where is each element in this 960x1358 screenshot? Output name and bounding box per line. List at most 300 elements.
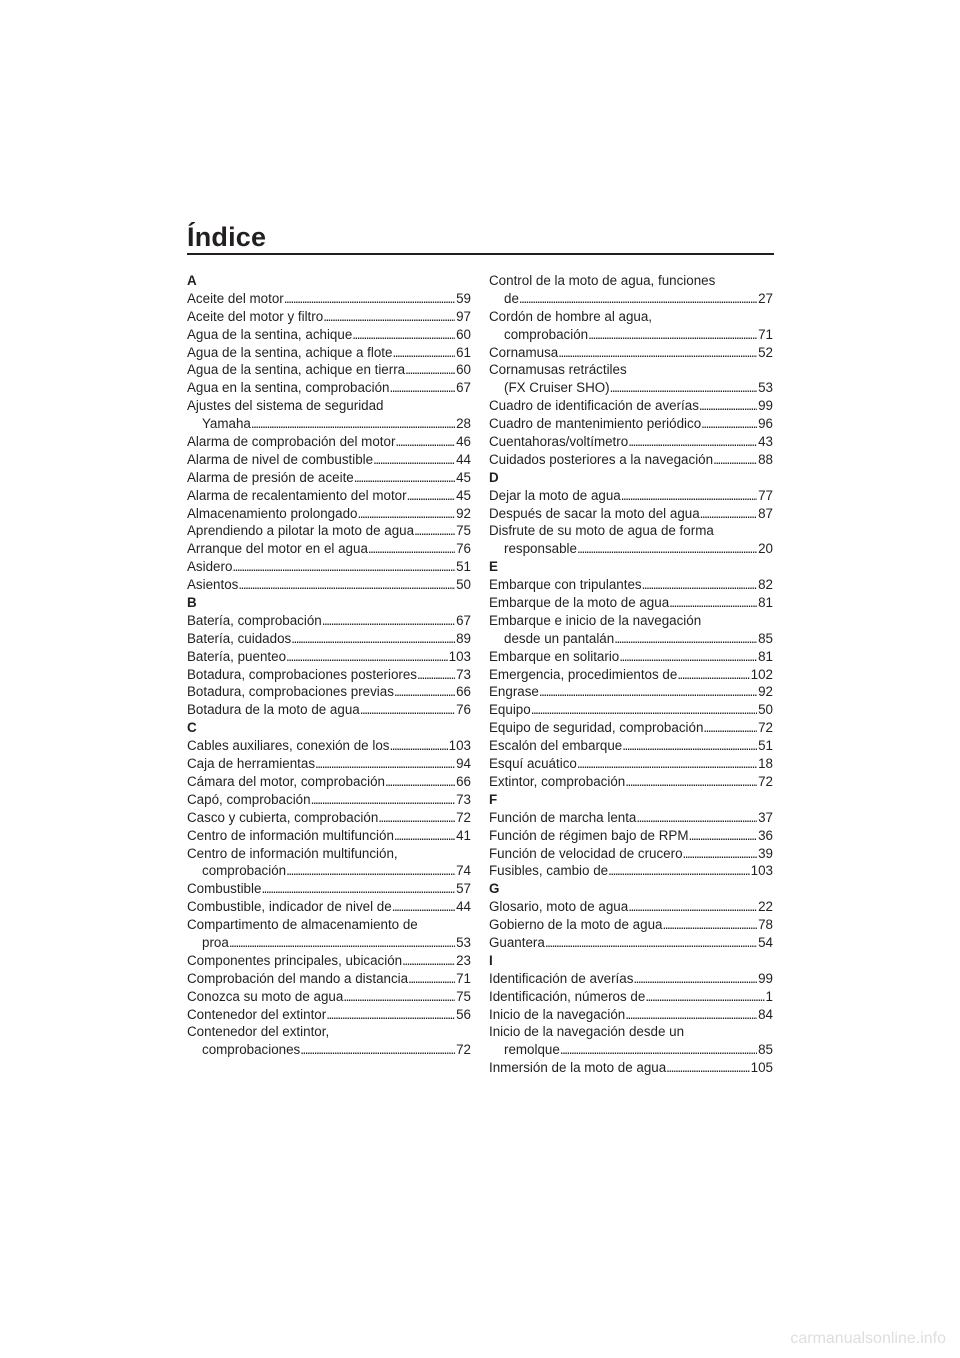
index-entry [187,666,471,684]
index-entry-label: Agua de la sentina, achique [187,326,353,342]
index-entry-page: 18 [758,756,773,772]
section-letter: G [489,881,500,897]
index-entry-page: 84 [758,1006,773,1022]
index-entry-label: Centro de información multifunción [187,827,394,843]
index-entry [187,791,471,809]
dot-leader [703,719,757,737]
index-entry-page: 75 [456,988,471,1004]
index-entry-label: Aceite del motor [187,290,284,306]
index-entry-label: Alarma de nivel de combustible [187,451,374,467]
index-entry [187,737,471,755]
index-entry-page: 82 [758,577,773,593]
index-entry [489,433,773,451]
index-entry-label: Embarque con tripulantes [489,577,642,593]
dot-leader [545,934,757,952]
index-entry [187,290,471,308]
dot-leader [625,1006,757,1024]
dot-leader [368,540,455,558]
index-entry-page: 76 [456,541,471,557]
dot-leader [642,576,758,594]
dot-leader [326,1006,455,1024]
dot-leader [315,755,455,773]
dot-leader [402,952,455,970]
dot-leader [645,988,764,1006]
index-entry [489,737,773,755]
index-entry-label: Batería, puenteo [187,648,287,664]
dot-leader [683,845,758,863]
index-entry [489,1041,773,1059]
dot-leader [669,594,757,612]
index-entry-page: 57 [456,881,471,897]
index-entry-page: 67 [456,380,471,396]
index-entry-page: 54 [758,934,773,950]
index-entry-page: 105 [750,1060,773,1076]
index-entry-label: Identificación de averías [489,970,634,986]
index-entry-page: 73 [456,791,471,807]
index-entry-label: Asientos [187,577,239,593]
dot-leader [699,397,757,415]
page-title: Índice [187,222,267,252]
index-entry-label: Esquí acuático [489,756,577,772]
index-entry-label: Componentes principales, ubicación [187,952,403,968]
index-entry-label: Guantera [489,934,545,950]
index-entry-label: responsable [504,541,577,557]
index-entry-page: 87 [758,505,773,521]
index-entry-label: Aceite del motor y filtro [187,308,324,324]
index-entry [187,576,471,594]
index-entry [489,970,773,988]
index-entry-page: 1 [765,988,773,1004]
dot-leader [343,988,455,1006]
index-entry-page: 74 [456,863,471,879]
index-entry-label: Cuadro de identificación de averías [489,398,699,414]
dot-leader [636,809,757,827]
index-entry [187,898,471,916]
section-letter: F [489,791,498,807]
index-entry [187,1041,471,1059]
index-entry [187,505,471,523]
index-entry-page: 53 [456,934,471,950]
index-entry-label: Botadura, comprobaciones posteriores [187,666,418,682]
index-entry-label: Alarma de recalentamiento del motor [187,487,407,503]
index-entry-label: Cornamusa [489,344,559,360]
index-entry-label: Botadura, comprobaciones previas [187,684,394,700]
index-entry-first-line: Cordón de hombre al agua, [489,308,653,324]
index-entry [489,415,773,433]
dot-leader [619,648,757,666]
dot-leader [392,898,455,916]
index-entry [489,755,773,773]
index-entry [489,701,773,719]
dot-leader [229,934,455,952]
index-entry-first-line: Contenedor del extintor, [187,1024,330,1040]
index-entry-page: 76 [456,702,471,718]
index-entry [187,469,471,487]
dot-leader [666,1059,749,1077]
dot-leader [558,344,757,362]
index-entry-page: 50 [758,702,773,718]
index-entry-page: 85 [758,1042,773,1058]
index-entry-page: 85 [758,630,773,646]
dot-leader [662,916,757,934]
index-entry-page: 97 [456,308,471,324]
index-entry [187,880,471,898]
index-entry-label: Embarque en solitario [489,648,620,664]
index-entry-label: Función de régimen bajo de RPM [489,827,689,843]
index-entry-label: Fusibles, cambio de [489,863,609,879]
index-entry-label: Inmersión de la moto de agua [489,1060,667,1076]
index-entry-page: 72 [758,773,773,789]
index-entry-page: 22 [758,899,773,915]
index-entry-page: 89 [456,630,471,646]
index-entry-label: Combustible [187,881,262,897]
index-entry-page: 44 [456,899,471,915]
index-entry [489,326,773,344]
index-entry-page: 43 [758,434,773,450]
dot-leader [560,1041,757,1059]
index-entry [187,487,471,505]
index-column-right [489,272,773,1077]
index-entry-page: 51 [456,559,471,575]
section-letter: I [489,952,493,968]
dot-leader [531,701,757,719]
dot-leader [352,326,455,344]
index-entry-first-line: Disfrute de su moto de agua de forma [489,523,714,539]
dot-leader [286,648,448,666]
index-entry-label: Batería, cuidados [187,630,292,646]
index-entry-label: comprobación [504,326,589,342]
index-entry-label: Batería, comprobación [187,612,322,628]
section-letter: D [489,469,499,485]
index-entry-label: Embarque de la moto de agua [489,595,670,611]
index-entry [489,1006,773,1024]
index-entry-page: 60 [456,362,471,378]
dot-leader [373,451,455,469]
index-entry-label: Inicio de la navegación [489,1006,626,1022]
index-entry [187,827,471,845]
index-entry [187,970,471,988]
index-entry [489,845,773,863]
index-entry-label: Casco y cubierta, comprobación [187,809,379,825]
index-entry [187,326,471,344]
index-entry-label: Combustible, indicador de nivel de [187,899,392,915]
dot-leader [628,898,757,916]
index-entry [187,630,471,648]
index-entry-page: 75 [456,523,471,539]
index-entry [187,379,471,397]
section-letter: A [187,273,197,288]
index-entry-page: 67 [456,612,471,628]
index-entry-label: Aprendiendo a pilotar la moto de agua [187,523,415,539]
index-entry-label: Comprobación del mando a distancia [187,970,409,986]
dot-leader [354,469,455,487]
index-entry-page: 73 [456,666,471,682]
dot-leader [389,379,455,397]
index-entry-label: Engrase [489,684,539,700]
index-entry-page: 78 [758,917,773,933]
index-entry-label: Almacenamiento prolongado [187,505,358,521]
index-entry [489,290,773,308]
index-entry-label: Cámara del motor, comprobación [187,773,385,789]
dot-leader [251,415,455,433]
index-entry [489,397,773,415]
dot-leader [577,755,757,773]
index-entry-first-line: Centro de información multifunción, [187,845,398,861]
index-entry [489,487,773,505]
index-entry-first-line: Ajustes del sistema de seguridad [187,398,384,414]
dot-leader [291,630,455,648]
index-entry-label: Agua de la sentina, achique a flote [187,344,393,360]
index-entry-page: 71 [758,326,773,342]
dot-leader [417,666,455,684]
index-entry-label: (FX Cruiser SHO) [504,380,610,396]
dot-leader [407,487,456,505]
dot-leader [588,326,757,344]
index-entry [187,308,471,326]
index-entry [489,827,773,845]
index-entry [489,576,773,594]
section-letter: B [187,595,197,611]
index-entry [489,1059,773,1077]
index-entry-first-line: Cornamusas retráctiles [489,362,627,378]
index-entry-page: 99 [758,970,773,986]
index-entry-page: 39 [758,845,773,861]
dot-leader [622,737,757,755]
dot-leader [238,576,455,594]
index-entry-label: Función de velocidad de crucero [489,845,683,861]
index-entry-page: 103 [750,863,773,879]
index-entry-label: proa [202,934,229,950]
index-entry-page: 56 [456,1006,471,1022]
index-entry-page: 23 [456,952,471,968]
index-entry-label: comprobaciones [202,1042,301,1058]
dot-leader [300,1041,455,1059]
section-letter: E [489,559,498,575]
dot-leader [322,612,455,630]
dot-leader [395,433,455,451]
index-entry-first-line: Embarque e inicio de la navegación [489,612,702,628]
index-entry [187,701,471,719]
index-entry-page: 72 [456,1042,471,1058]
index-entry-page: 45 [456,487,471,503]
index-entry-page: 28 [456,416,471,432]
dot-leader [625,773,757,791]
dot-leader [311,791,456,809]
index-entry-label: Cables auxiliares, conexión de los [187,738,390,754]
index-entry-page: 46 [456,434,471,450]
index-entry-label: Arranque del motor en el agua [187,541,368,557]
watermark-text: carmanualsonline.info [790,1330,946,1347]
dot-leader [378,809,455,827]
dot-leader [633,970,757,988]
index-entry-label: Botadura de la moto de agua [187,702,360,718]
index-entry-page: 44 [456,451,471,467]
index-entry-page: 53 [758,380,773,396]
index-entry [187,755,471,773]
index-entry-label: Equipo de seguridad, comprobación [489,720,704,736]
index-entry-label: Equipo [489,702,531,718]
index-entry [187,361,471,379]
index-entry [187,451,471,469]
index-entry-page: 72 [456,809,471,825]
index-entry [489,648,773,666]
index-entry-label: Dejar la moto de agua [489,487,621,503]
index-entry [187,648,471,666]
index-entry [187,862,471,880]
index-entry-page: 96 [758,416,773,432]
index-entry [489,379,773,397]
title-divider [187,253,774,255]
index-entry-label: Asidero [187,559,233,575]
dot-leader [677,666,749,684]
index-entry-label: Glosario, moto de agua [489,899,629,915]
dot-leader [261,880,455,898]
index-entry-label: Alarma de comprobación del motor [187,434,396,450]
index-column-left [187,272,471,1059]
dot-leader [284,290,455,308]
index-entry-label: Cuidados posteriores a la navegación [489,451,714,467]
index-entry [187,1006,471,1024]
index-entry-label: Agua en la sentina, comprobación [187,380,390,396]
index-entry-page: 52 [758,344,773,360]
index-entry [489,988,773,1006]
index-entry [489,934,773,952]
index-entry [489,594,773,612]
dot-leader [385,773,455,791]
index-entry-page: 72 [758,720,773,736]
dot-leader [405,361,455,379]
index-entry-label: Alarma de presión de aceite [187,469,354,485]
index-entry [489,862,773,880]
index-entry [187,988,471,1006]
index-entry-page: 77 [758,487,773,503]
index-entry [489,630,773,648]
dot-leader [414,522,455,540]
index-entry-first-line: Control de la moto de agua, funciones [489,273,716,288]
index-entry [489,809,773,827]
index-entry-page: 27 [758,290,773,306]
dot-leader [323,308,455,326]
index-entry-label: Contenedor del extintor [187,1006,327,1022]
index-entry-page: 60 [456,326,471,342]
index-entry [187,612,471,630]
index-entry-label: Extintor, comprobación [489,773,626,789]
index-entry-page: 99 [758,398,773,414]
index-entry-label: Agua de la sentina, achique en tierra [187,362,406,378]
index-entry-label: Emergencia, procedimientos de [489,666,678,682]
index-entry [187,952,471,970]
index-entry-label: Gobierno de la moto de agua [489,917,663,933]
index-entry [489,451,773,469]
index-entry [187,773,471,791]
dot-leader [360,701,455,719]
index-entry-page: 81 [758,595,773,611]
index-entry-label: Identificación, números de [489,988,646,1004]
index-entry-page: 92 [456,505,471,521]
dot-leader [519,290,757,308]
index-entry-page: 66 [456,684,471,700]
index-entry [489,719,773,737]
dot-leader [392,344,455,362]
index-entry-label: Cuadro de mantenimiento periódico [489,416,702,432]
dot-leader [577,540,757,558]
index-entry [187,415,471,433]
index-entry-page: 88 [758,451,773,467]
index-entry [489,773,773,791]
index-entry-page: 37 [758,809,773,825]
dot-leader [701,415,757,433]
dot-leader [608,862,750,880]
dot-leader [621,487,757,505]
index-entry-page: 61 [456,344,471,360]
index-entry-page: 94 [456,756,471,772]
dot-leader [389,737,447,755]
index-entry [187,540,471,558]
dot-leader [286,862,455,880]
dot-leader [357,505,455,523]
index-entry [489,344,773,362]
index-entry [187,558,471,576]
index-entry-label: Yamaha [202,416,251,432]
dot-leader [713,451,757,469]
dot-leader [394,827,455,845]
dot-leader [688,827,757,845]
index-entry-label: Función de marcha lenta [489,809,637,825]
dot-leader [700,505,757,523]
index-entry [187,522,471,540]
index-entry [187,433,471,451]
dot-leader [628,433,757,451]
index-entry [187,809,471,827]
index-entry-label: Después de sacar la moto del agua [489,505,700,521]
index-entry [489,898,773,916]
dot-leader [232,558,455,576]
index-entry-page: 50 [456,577,471,593]
index-entry-page: 36 [758,827,773,843]
section-letter: C [187,720,197,736]
index-entry-page: 81 [758,648,773,664]
index-entry-page: 20 [758,541,773,557]
index-entry [187,344,471,362]
index-entry-page: 45 [456,469,471,485]
index-entry-page: 103 [448,648,471,664]
index-entry-page: 66 [456,773,471,789]
index-entry-label: Escalón del embarque [489,738,623,754]
dot-leader [539,683,757,701]
index-entry [489,683,773,701]
index-entry-label: comprobación [202,863,287,879]
index-entry [187,934,471,952]
index-entry-page: 102 [750,666,773,682]
dot-leader [394,683,455,701]
index-entry-label: desde un pantalán [504,630,615,646]
index-entry-label: remolque [504,1042,560,1058]
index-entry-first-line: Inicio de la navegación desde un [489,1024,685,1040]
index-entry-label: de [504,290,519,306]
index-entry [489,505,773,523]
index-entry-label: Conozca su moto de agua [187,988,344,1004]
dot-leader [610,379,757,397]
index-entry-first-line: Compartimento de almacenamiento de [187,917,418,933]
index-entry-page: 41 [456,827,471,843]
dot-leader [614,630,757,648]
index-entry-page: 51 [758,738,773,754]
index-entry [489,540,773,558]
index-entry-page: 71 [456,970,471,986]
index-entry-page: 59 [456,290,471,306]
index-entry-page: 92 [758,684,773,700]
index-entry-label: Cuentahoras/voltímetro [489,434,629,450]
